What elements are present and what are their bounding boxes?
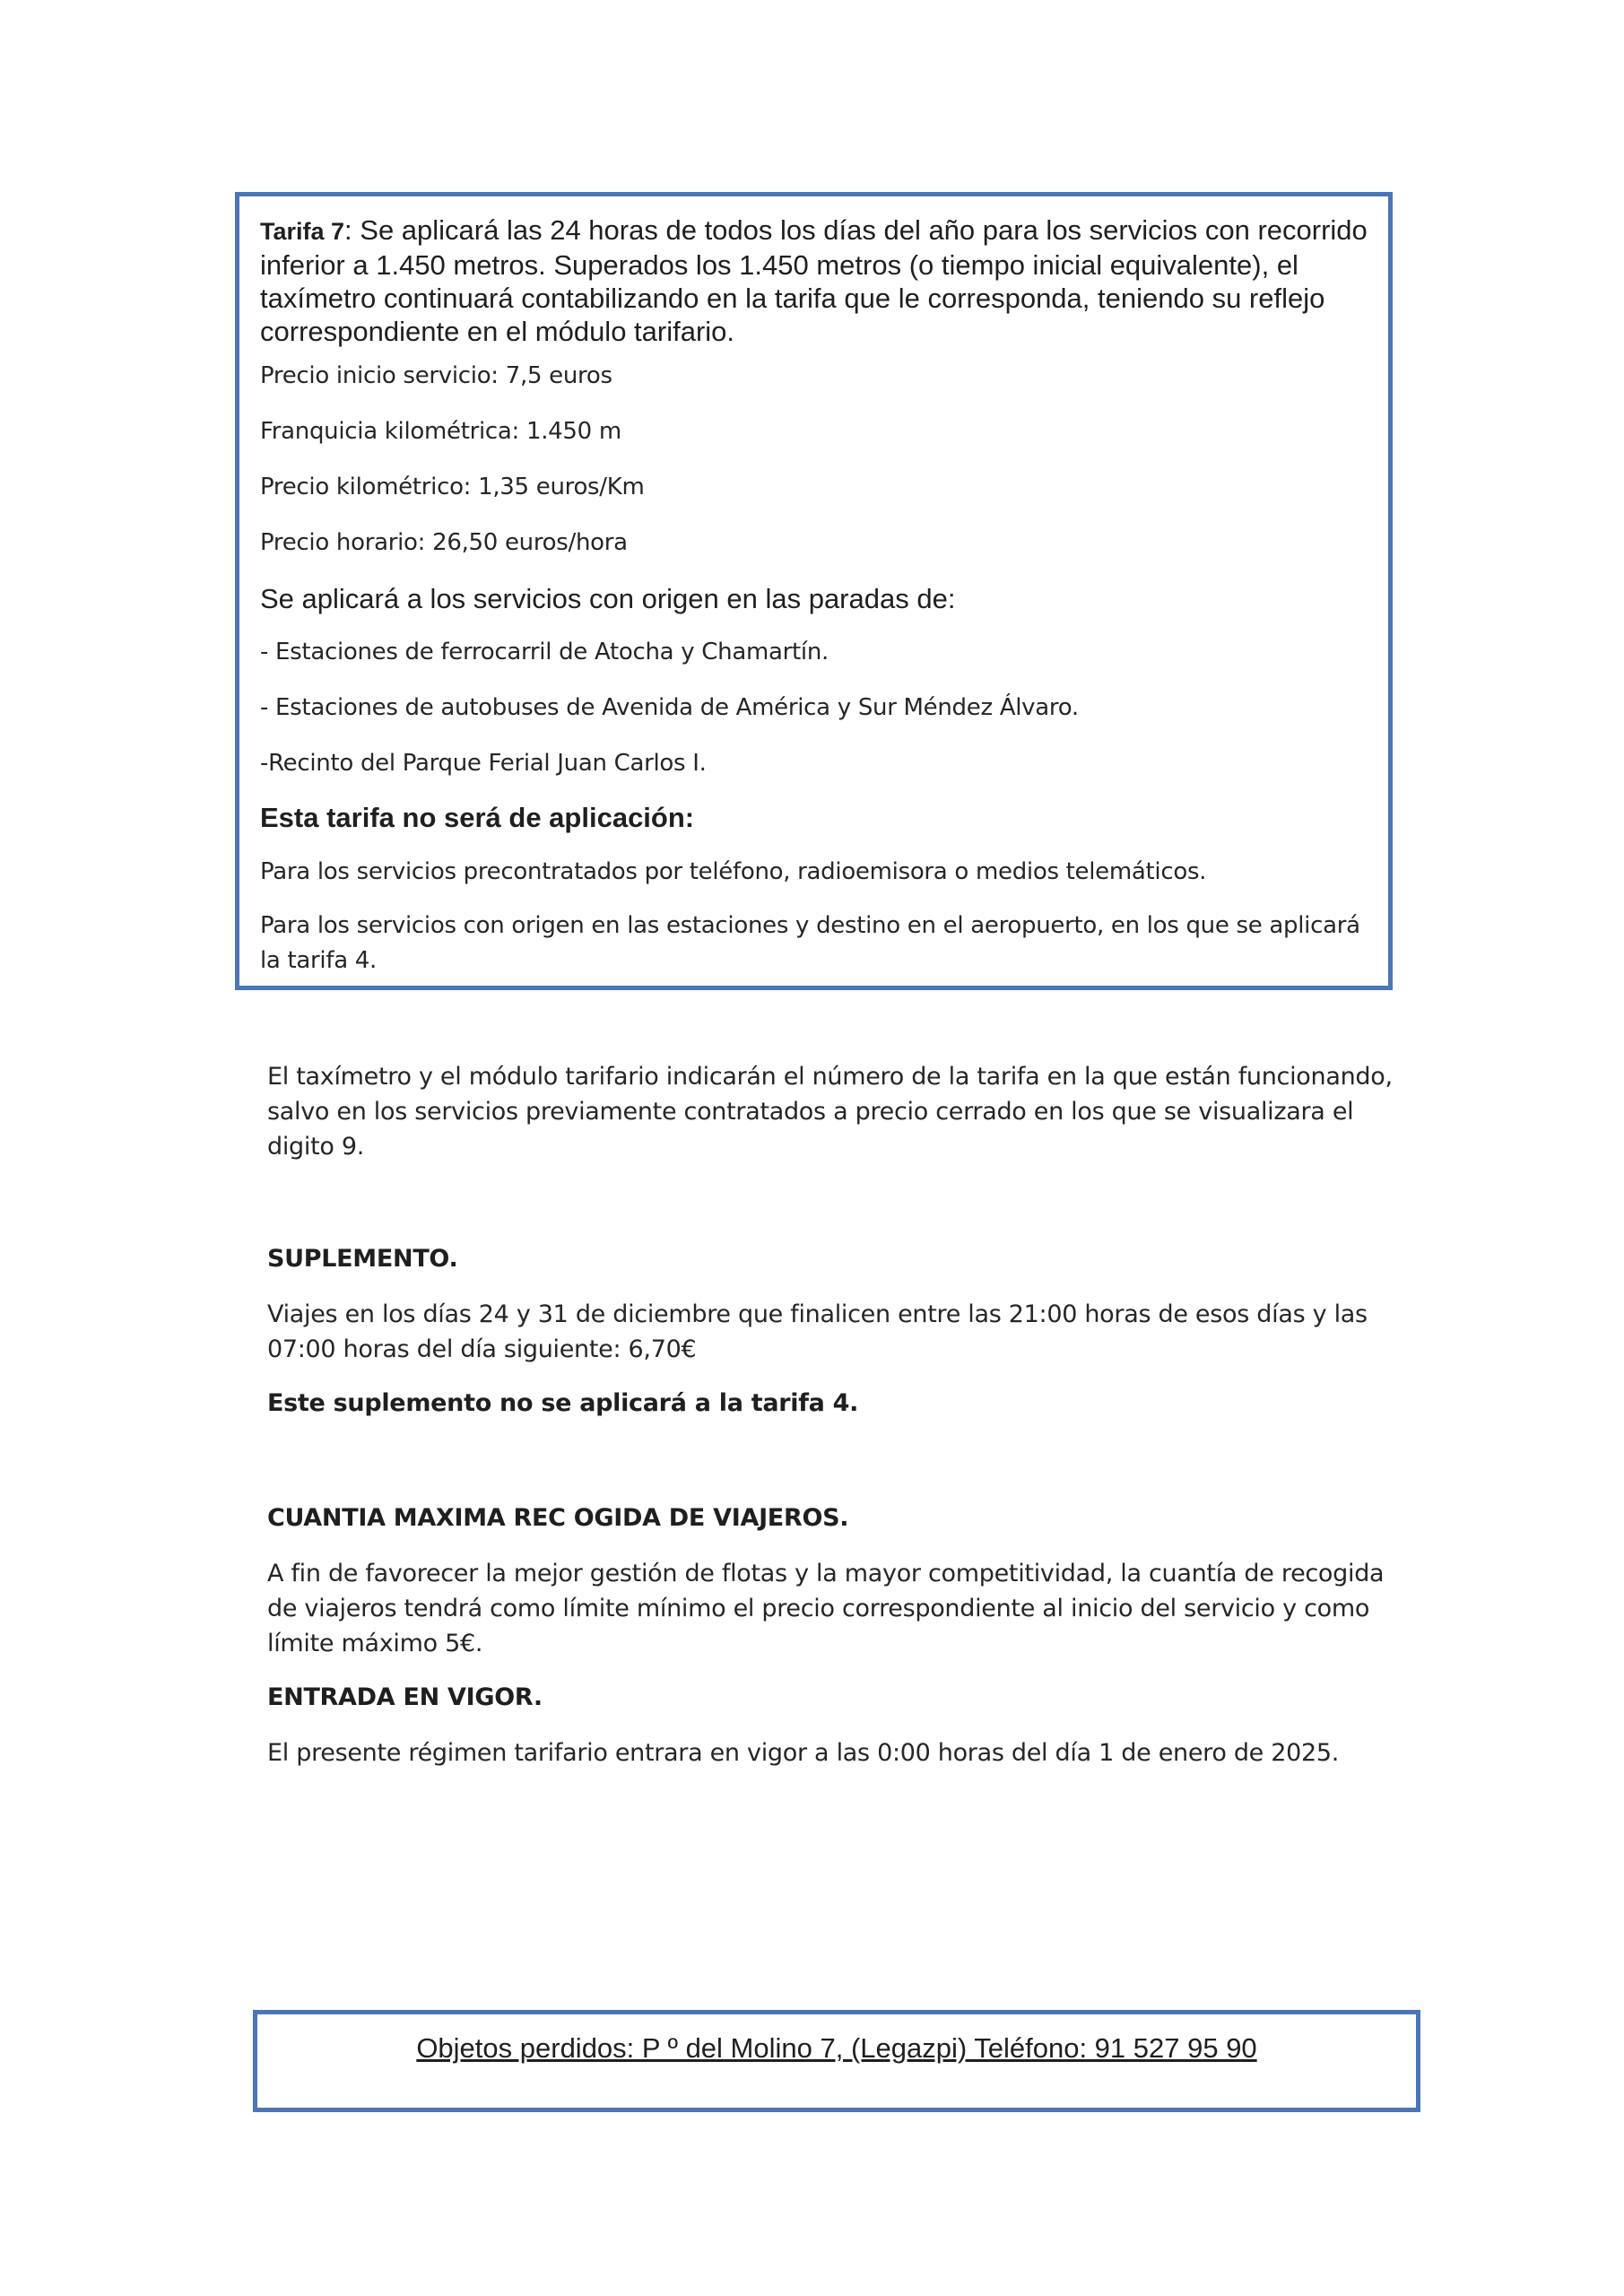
taximetro-note: El taxímetro y el módulo tarifario indicarán el número de la tarifa en la que están funcionando, salvo en los servicios previamente contratados a precio cerrado en los que se visualizara el digito 9. xyxy=(267,1063,1393,1161)
parada-item: -Recinto del Parque Ferial Juan Carlos I. xyxy=(260,750,707,777)
objetos-perdidos: Objetos perdidos: P º del Molino 7, (Legazpi) Teléfono: 91 527 95 90 xyxy=(416,2032,1257,2064)
suplemento-note: Este suplemento no se aplicará a la tarifa 4. xyxy=(267,1389,859,1417)
footer-box xyxy=(253,2010,1420,2112)
parada-item: - Estaciones de autobuses de Avenida de América y Sur Méndez Álvaro. xyxy=(260,694,1079,721)
tarifa-7-box xyxy=(235,192,1393,990)
tarifa-7-intro xyxy=(260,213,1372,348)
precio-hora: Precio horario: 26,50 euros/hora xyxy=(260,529,628,556)
parada-item: - Estaciones de ferrocarril de Atocha y Chamartín. xyxy=(260,639,829,665)
vigor-heading: ENTRADA EN VIGOR. xyxy=(267,1683,543,1711)
cuantia-text: A fin de favorecer la mejor gestión de flotas y la mayor competitividad, la cuantía de recogida de viajeros tendrá como límite mínimo el precio correspondiente al inicio del servicio y como límite máximo 5€. xyxy=(267,1560,1385,1657)
franquicia: Franquicia kilométrica: 1.450 m xyxy=(260,418,621,445)
precio-inicio: Precio inicio servicio: 7,5 euros xyxy=(260,362,612,389)
tarifa-7-intro-text: : Se aplicará las 24 horas de todos los días del año para los servicios con recorrido inferior a 1.450 metros. Superados los 1.450 metros (o tiempo inicial equivalente), el taxímetro continuará contabilizando en la tarifa que le corresponda, teniendo su reflejo correspondiente en el módulo tarifario. xyxy=(260,214,1368,347)
precio-km: Precio kilométrico: 1,35 euros/Km xyxy=(260,474,645,500)
vigor-text: El presente régimen tarifario entrara en vigor a las 0:00 horas del día 1 de enero de 2025. xyxy=(267,1739,1340,1767)
no-aplicacion-item: Para los servicios precontratados por teléfono, radioemisora o medios telemáticos. xyxy=(260,858,1207,885)
no-aplicacion-heading: Esta tarifa no será de aplicación: xyxy=(260,802,695,833)
suplemento-text: Viajes en los días 24 y 31 de diciembre que finalicen entre las 21:00 horas de esos días y las 07:00 horas del día siguiente: 6,70€ xyxy=(267,1300,1368,1363)
tarifa-7-label: Tarifa 7 xyxy=(260,218,345,245)
suplemento-heading: SUPLEMENTO. xyxy=(267,1245,458,1273)
no-aplicacion-item: Para los servicios con origen en las estaciones y destino en el aeropuerto, en los que se aplicará la tarifa 4. xyxy=(260,912,1360,974)
paradas-heading: Se aplicará a los servicios con origen en las paradas de: xyxy=(260,583,956,614)
cuantia-heading: CUANTIA MAXIMA REC OGIDA DE VIAJEROS. xyxy=(267,1504,849,1532)
